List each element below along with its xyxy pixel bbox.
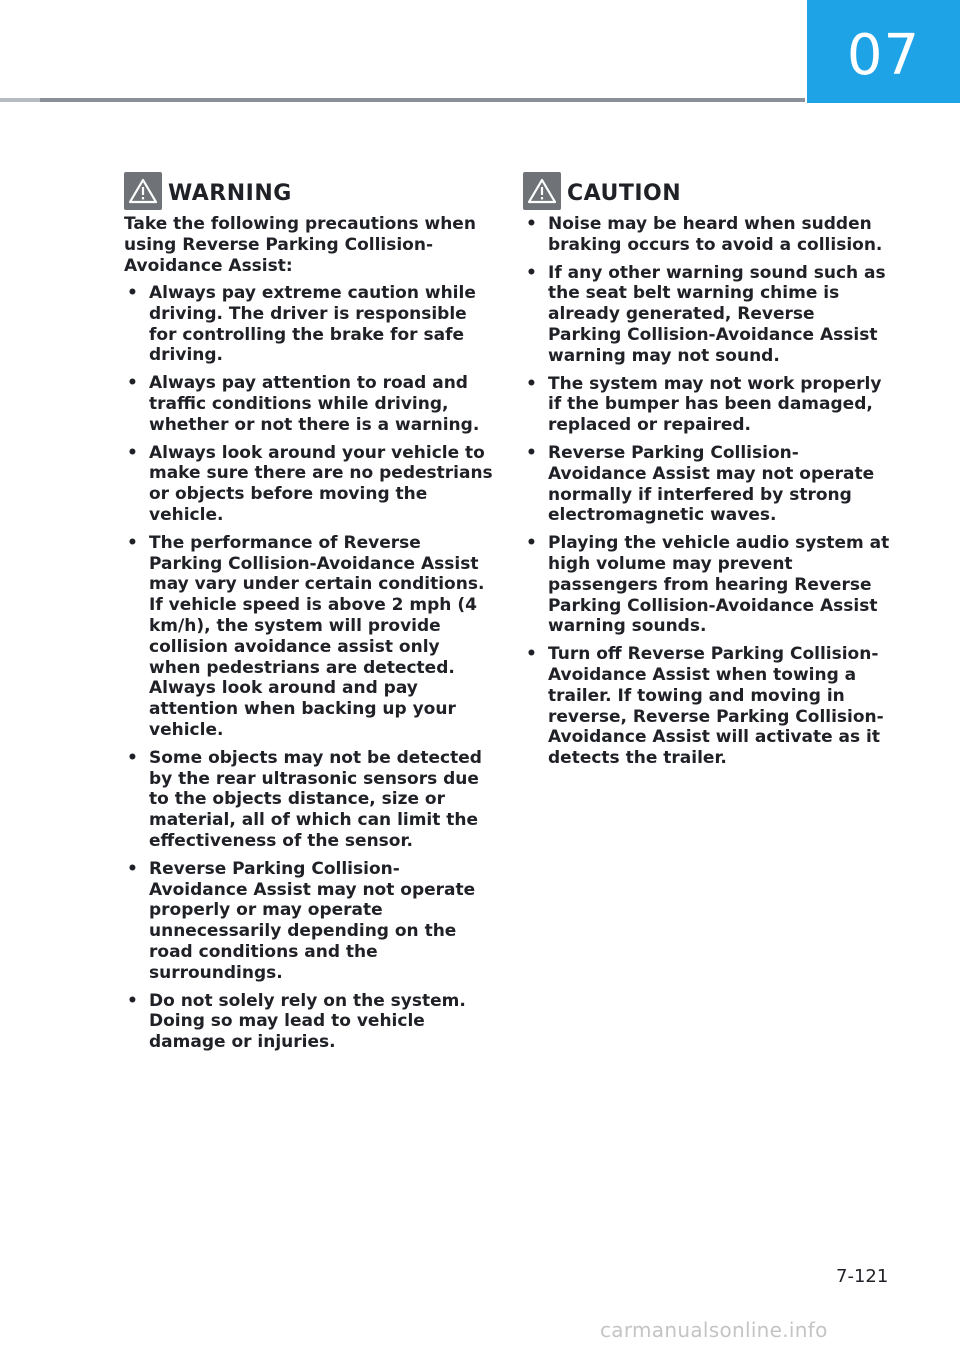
page-number: 7-121 xyxy=(836,1266,889,1287)
caution-heading-row xyxy=(523,172,893,210)
list-item: • Turn off Reverse Parking Collision-Avoidance Assist when towing a trailer. If towing and moving in reverse, Reverse Parking Collision-Avoidance Assist will activate as it detects the trailer. xyxy=(526,644,884,769)
list-item: • The system may not work properly if the bumper has been damaged, replaced or repaired. xyxy=(526,373,882,436)
list-item: • Some objects may not be detected by the rear ultrasonic sensors due to the objects distance, size or material, all of which can limit the effectiveness of the sensor. xyxy=(127,747,482,851)
warning-triangle-icon xyxy=(124,172,162,210)
list-item: • Always pay attention to road and traffic conditions while driving, whether or not there is a warning. xyxy=(127,373,480,435)
caution-list xyxy=(523,214,893,769)
list-item: • Playing the vehicle audio system at high volume may prevent passengers from hearing Reverse Parking Collision-Avoidance Assist warning sounds. xyxy=(526,533,890,637)
list-item: • Reverse Parking Collision-Avoidance Assist may not operate properly or may operate unnecessarily depending on the road conditions and the surroundings. xyxy=(127,858,476,983)
header-rule xyxy=(0,98,805,102)
chapter-tab xyxy=(807,0,960,103)
list-item: • Reverse Parking Collision-Avoidance Assist may not operate normally if interfered by strong electromagnetic waves. xyxy=(526,442,875,526)
list-item: • Always look around your vehicle to make sure there are no pedestrians or objects before moving the vehicle. xyxy=(127,442,493,525)
caution-box xyxy=(523,172,893,776)
list-item: • Always pay extreme caution while driving. The driver is responsible for controlling the brake for safe driving. xyxy=(127,283,476,366)
watermark: carmanualsonline.info xyxy=(600,1318,828,1342)
chapter-number: 07 xyxy=(846,23,921,88)
list-item: • Noise may be heard when sudden braking occurs to avoid a collision. xyxy=(526,214,883,255)
list-item: • If any other warning sound such as the seat belt warning chime is already generated, Reverse Parking Collision-Avoidance Assist warning may not sound. xyxy=(526,262,886,366)
warning-box xyxy=(124,172,494,1060)
warning-heading-row xyxy=(124,172,494,210)
warning-intro: Take the following precautions when using Reverse Parking Collision-Avoidance Assist: xyxy=(124,214,476,276)
list-item: • Do not solely rely on the system. Doing so may lead to vehicle damage or injuries. xyxy=(127,990,466,1053)
warning-list xyxy=(124,283,494,1053)
header-rule-accent xyxy=(0,98,40,102)
caution-heading: CAUTION xyxy=(567,180,682,206)
caution-triangle-icon xyxy=(523,172,561,210)
warning-heading: WARNING xyxy=(168,180,292,206)
list-item: • The performance of Reverse Parking Collision-Avoidance Assist may vary under certain conditions. If vehicle speed is above 2 mph (4 km/h), the system will provide collision avoidance assist only when pedestrians are detected. Always look around and pay attention when backing up your vehicle. xyxy=(127,532,485,740)
